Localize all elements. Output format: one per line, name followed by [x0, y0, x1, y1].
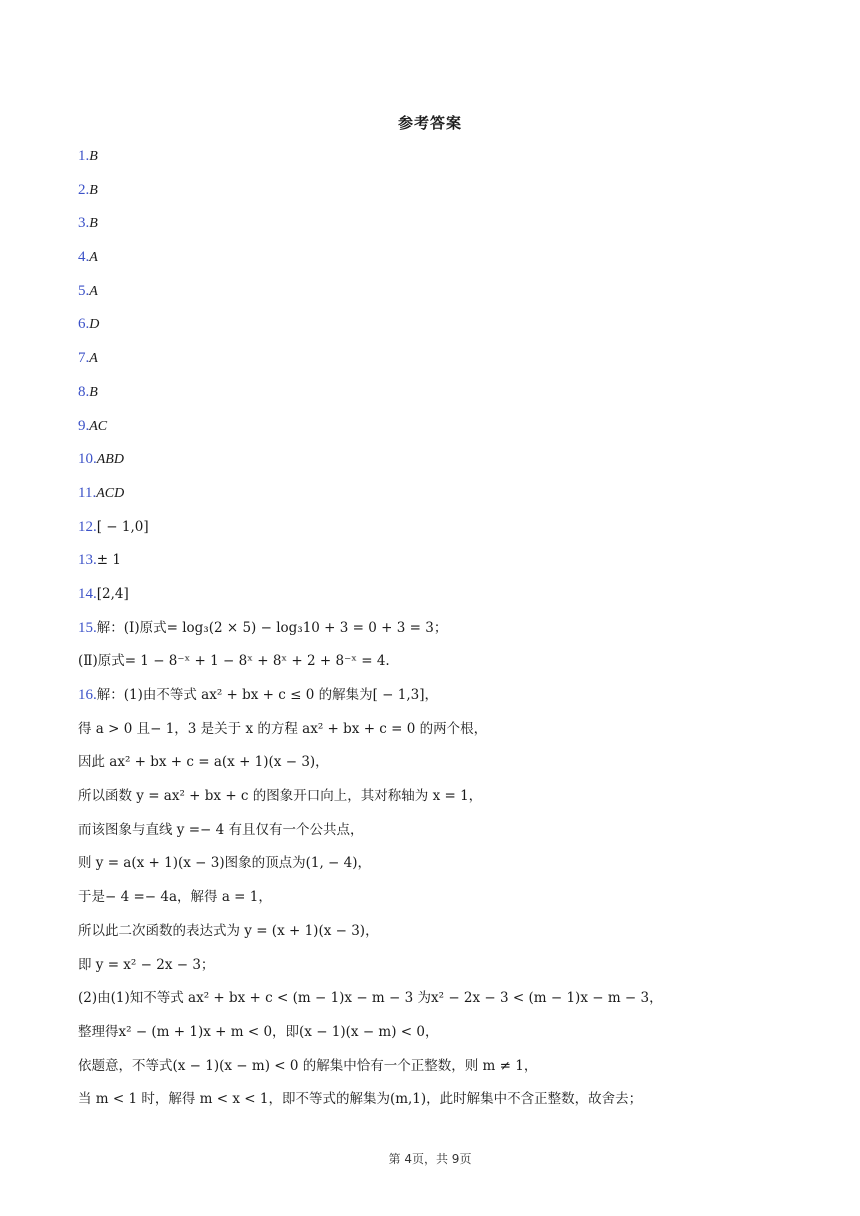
solution-line: 所以此二次函数的表达式为 y = (x + 1)(x − 3)，	[78, 922, 379, 939]
solution-line: (Ⅱ)原式= 1 − 8⁻ˣ + 1 − 8ˣ + 8ˣ + 2 + 8⁻ˣ = 4.	[78, 653, 390, 670]
page-title: 参考答案	[397, 114, 462, 132]
answer-value: ± 1	[96, 552, 121, 569]
answer-number: 9.	[78, 417, 90, 434]
answer-value: ABD	[96, 452, 124, 468]
solution-line: 即 y = x² − 2x − 3；	[78, 956, 215, 973]
answer-value: B	[89, 384, 98, 400]
answer-line	[78, 178, 798, 212]
answer-line	[78, 548, 798, 582]
answer-number: 10.	[78, 451, 97, 468]
solution-line: 得 a > 0 且− 1，3 是关于 x 的方程 ax² + bx + c = 0 的两个根，	[78, 720, 488, 737]
answer-line	[78, 582, 798, 616]
solution-line: 则 y = a(x + 1)(x − 3)图象的顶点为(1, − 4)，	[78, 855, 372, 872]
solution-line: 当 m < 1 时，解得 m < x < 1，即不等式的解集为(m,1)，此时解集中不含正整数，故舍去；	[78, 1091, 643, 1108]
answer-line	[78, 312, 798, 346]
answer-value: ACD	[96, 485, 125, 501]
solution-line: 所以函数 y = ax² + bx + c 的图象开口向上，其对称轴为 x = 1，	[78, 788, 483, 805]
solution-line	[78, 683, 798, 717]
answer-line	[78, 144, 798, 178]
answer-number: 15.	[78, 619, 97, 636]
answer-value: B	[89, 216, 98, 232]
answer-number: 8.	[78, 383, 90, 400]
answer-number: 2.	[78, 181, 90, 198]
answer-line	[78, 414, 798, 448]
answer-number: 11.	[78, 484, 97, 501]
answer-line	[78, 481, 798, 515]
answer-value: D	[89, 317, 100, 333]
solution-line: 因此 ax² + bx + c = a(x + 1)(x − 3)，	[78, 754, 329, 771]
answer-value: B	[89, 149, 98, 164]
answer-number: 12.	[78, 518, 97, 535]
answer-value: A	[89, 250, 98, 266]
solution-text: 解：(Ⅰ)原式= log₃(2 × 5) − log₃10 + 3 = 0 + 3 = 3；	[96, 619, 448, 636]
answer-line	[78, 447, 798, 481]
answer-number: 13.	[78, 552, 97, 569]
answer-line	[78, 346, 798, 380]
answer-number: 16.	[78, 687, 97, 703]
solution-line: 整理得x² − (m + 1)x + m < 0，即(x − 1)(x − m) < 0，	[78, 1023, 439, 1040]
answer-value: A	[89, 351, 98, 367]
answer-number: 7.	[78, 350, 90, 367]
answer-number: 14.	[78, 585, 97, 602]
answer-value: [2,4]	[96, 585, 129, 602]
answer-number: 3.	[78, 215, 90, 232]
answer-value: [ − 1,0]	[96, 518, 149, 535]
page-footer: 第 4页，共 9页	[388, 1152, 472, 1166]
answer-number: 6.	[78, 316, 90, 333]
answer-line	[78, 380, 798, 414]
answer-list	[78, 144, 798, 1121]
answer-line	[78, 279, 798, 313]
answer-value: AC	[89, 418, 108, 434]
answer-number: 5.	[78, 282, 90, 299]
answer-number: 4.	[78, 249, 90, 266]
solution-text: 解：(1)由不等式 ax² + bx + c ≤ 0 的解集为[ − 1,3]，	[96, 687, 439, 703]
answer-line	[78, 245, 798, 279]
solution-line: 于是− 4 =− 4a，解得 a = 1，	[78, 889, 272, 906]
answer-number: 1.	[78, 148, 90, 164]
answer-value: A	[89, 283, 98, 299]
solution-line: 而该图象与直线 y =− 4 有且仅有一个公共点，	[78, 821, 364, 838]
answer-line	[78, 211, 798, 245]
solution-line: 依题意，不等式(x − 1)(x − m) < 0 的解集中恰有一个正整数，则 m ≠ 1，	[78, 1057, 538, 1074]
solution-line	[78, 616, 798, 650]
solution-line: (2)由(1)知不等式 ax² + bx + c < (m − 1)x − m − 3 为x² − 2x − 3 < (m − 1)x − m − 3，	[78, 990, 663, 1007]
answer-value: B	[89, 182, 98, 198]
answer-line	[78, 515, 798, 549]
